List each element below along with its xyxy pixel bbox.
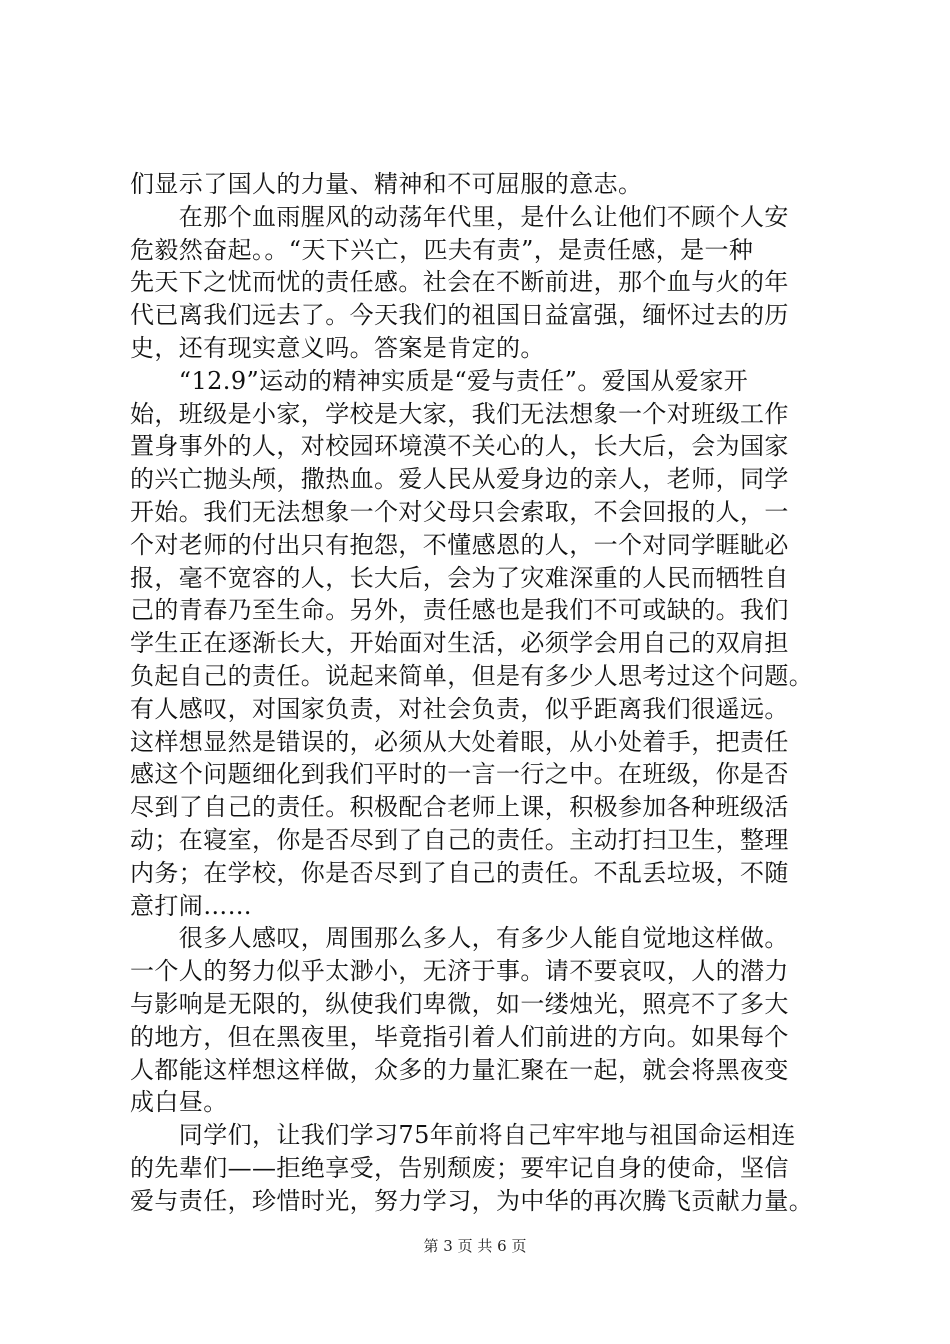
text-line: 内务；在学校，你是否尽到了自己的责任。不乱丢垃圾，不随 <box>130 858 789 887</box>
text-line: 危毅然奋起。。“天下兴亡，匹夫有责”，是责任感，是一种 <box>130 235 754 264</box>
text-line: 报，毫不宽容的人，长大后，会为了灾难深重的人民而牺牲自 <box>130 563 789 592</box>
text-line: 的兴亡抛头颅，撒热血。爱人民从爱身边的亲人，老师，同学 <box>130 465 789 494</box>
text-line: 同学们，让我们学习75年前将自己牢牢地与祖国命运相连 <box>130 1121 796 1150</box>
text-line: 与影响是无限的，纵使我们卑微，如一缕烛光，照亮不了多大 <box>130 989 789 1018</box>
text-line: 负起自己的责任。说起来简单，但是有多少人思考过这个问题。 <box>130 661 814 690</box>
text-line: 很多人感叹，周围那么多人，有多少人能自觉地这样做。 <box>130 924 789 953</box>
text-line: 一个人的努力似乎太渺小，无济于事。请不要哀叹，人的潜力 <box>130 957 789 986</box>
text-line: 代已离我们远去了。今天我们的祖国日益富强，缅怀过去的历 <box>130 301 789 330</box>
text-line: 在那个血雨腥风的动荡年代里，是什么让他们不顾个人安 <box>130 202 789 231</box>
text-line: “12.9”运动的精神实质是“爱与责任”。爱国从爱家开 <box>130 366 749 395</box>
text-line: 开始。我们无法想象一个对父母只会索取，不会回报的人，一 <box>130 497 789 526</box>
text-line: 尽到了自己的责任。积极配合老师上课，积极参加各种班级活 <box>130 793 789 822</box>
text-line: 的地方，但在黑夜里，毕竟指引着人们前进的方向。如果每个 <box>130 1022 789 1051</box>
text-line: 意打闹…… <box>130 891 252 920</box>
text-line: 成白昼。 <box>130 1088 228 1117</box>
text-line: 学生正在逐渐长大，开始面对生活，必须学会用自己的双肩担 <box>130 629 789 658</box>
text-line: 爱与责任，珍惜时光，努力学习，为中华的再次腾飞贡献力量。 <box>130 1186 814 1215</box>
text-line: 始，班级是小家，学校是大家，我们无法想象一个对班级工作 <box>130 399 789 428</box>
body-text <box>130 168 850 1218</box>
text-line: 的先辈们——拒绝享受，告别颓废；要牢记自身的使命，坚信 <box>130 1153 789 1182</box>
text-line: 个对老师的付出只有抱怨，不懂感恩的人，一个对同学睚眦必 <box>130 530 789 559</box>
text-line: 感这个问题细化到我们平时的一言一行之中。在班级，你是否 <box>130 760 789 789</box>
text-line: 己的青春乃至生命。另外，责任感也是我们不可或缺的。我们 <box>130 596 789 625</box>
text-line: 置身事外的人，对校园环境漠不关心的人，长大后，会为国家 <box>130 432 789 461</box>
page-number-footer: 第 3 页 共 6 页 <box>423 1237 527 1255</box>
text-line: 先天下之忧而忧的责任感。社会在不断前进，那个血与火的年 <box>130 268 789 297</box>
text-line: 人都能这样想这样做，众多的力量汇聚在一起，就会将黑夜变 <box>130 1055 789 1084</box>
text-line: 有人感叹，对国家负责，对社会负责，似乎距离我们很遥远。 <box>130 694 789 723</box>
text-line: 们显示了国人的力量、精神和不可屈服的意志。 <box>130 170 643 198</box>
text-line: 这样想显然是错误的，必须从大处着眼，从小处着手，把责任 <box>130 727 789 756</box>
text-line: 史，还有现实意义吗。答案是肯定的。 <box>130 333 545 362</box>
text-line: 动；在寝室，你是否尽到了自己的责任。主动打扫卫生，整理 <box>130 825 789 854</box>
